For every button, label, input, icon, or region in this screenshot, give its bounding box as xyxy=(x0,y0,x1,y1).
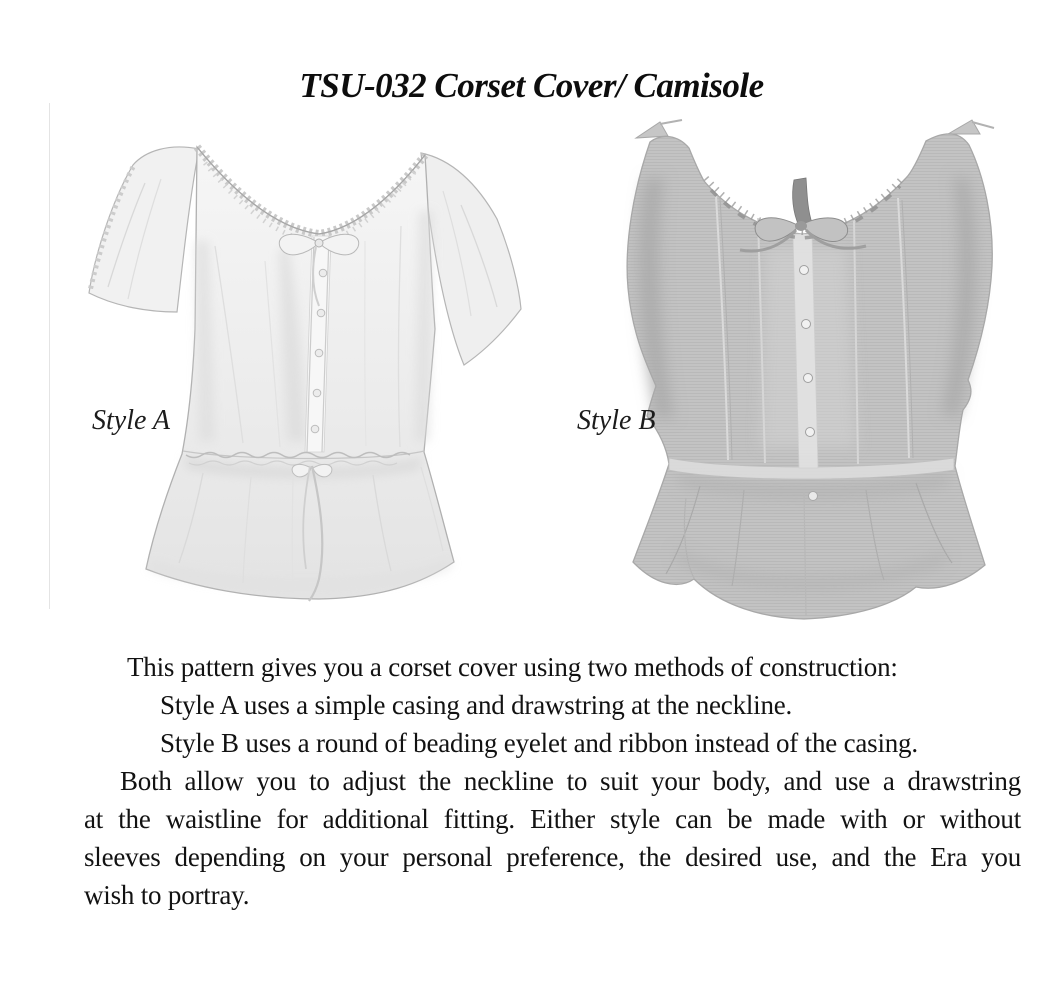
button xyxy=(319,269,327,277)
scan-edge-line xyxy=(49,103,50,609)
style-b-photo xyxy=(616,118,1008,626)
button xyxy=(317,309,325,317)
text-line: Both allow you to adjust the neckline to suit your body, and use a drawstring xyxy=(120,766,1021,796)
style-a-photo xyxy=(83,121,523,613)
text-line: at the waistline for additional fitting. Either style can be made with or without xyxy=(84,804,1021,834)
style-b-figure xyxy=(616,118,1008,626)
text-line: sleeves depending on your personal preference, the desired use, and the Era you xyxy=(84,842,1021,872)
intro-paragraph: This pattern gives you a corset cover using two methods of construction: xyxy=(127,652,898,682)
button xyxy=(809,492,818,501)
style-b-paragraph: Style B uses a round of beading eyelet and ribbon instead of the casing. xyxy=(160,728,918,758)
button xyxy=(806,428,815,437)
button xyxy=(802,320,811,329)
text-line: wish to portray. xyxy=(84,880,250,910)
button xyxy=(804,374,813,383)
page-title: TSU-032 Corset Cover/ Camisole xyxy=(299,66,764,105)
style-a-paragraph: Style A uses a simple casing and drawstring at the neckline. xyxy=(160,690,793,720)
button xyxy=(313,389,321,397)
both-styles-paragraph xyxy=(84,762,1021,914)
button xyxy=(311,425,319,433)
style-a-figure xyxy=(83,121,523,613)
button xyxy=(315,349,323,357)
style-b-label: Style B xyxy=(577,405,656,436)
style-a-label: Style A xyxy=(92,405,171,436)
style-a-bodice xyxy=(146,147,454,599)
description-text-block xyxy=(84,648,1021,914)
button xyxy=(800,266,809,275)
